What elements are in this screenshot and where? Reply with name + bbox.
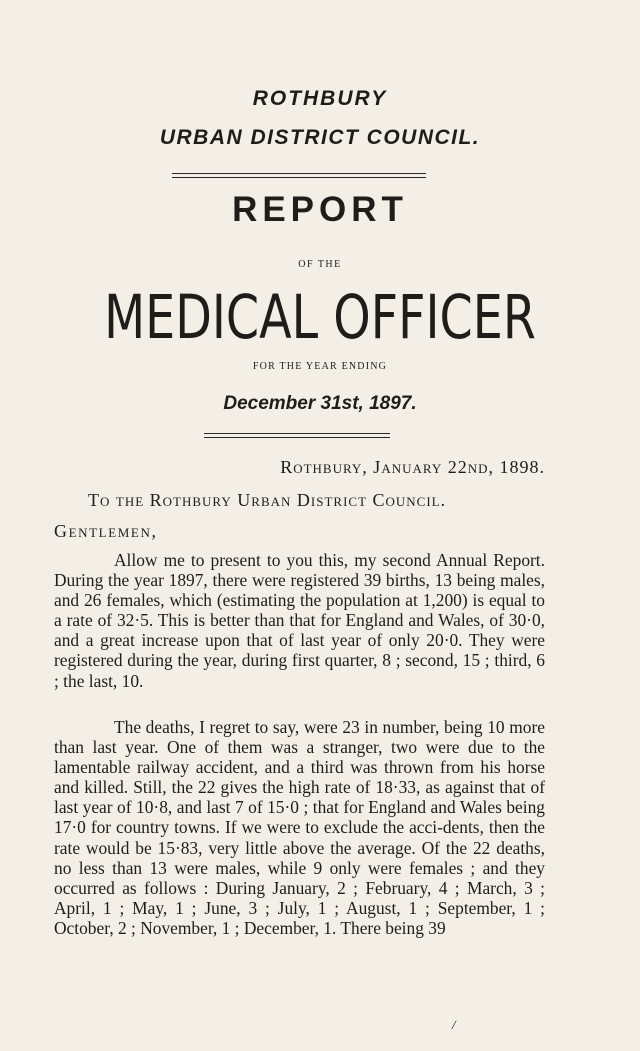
medical-officer-title: MEDICAL OFFICER	[104, 282, 536, 353]
paragraph-births: Allow me to present to you this, my second Annual Report. During the year 1897, there were registered 39 births, 13 being males, and 26 females, which (estimating the population at 1,200) is equal to a rate of 32·5. This is better than that for England and Wales, of 30·0, and a great increase upon that of last year of only 20·0. They were registered during the year, during first quarter, 8 ; second, 15 ; third, 6 ; the last, 10.	[54, 550, 545, 691]
date-rule-top	[204, 433, 390, 434]
header-rule-bottom	[172, 177, 426, 178]
letter-address: To the Rothbury Urban District Council.	[88, 490, 447, 510]
header-rule-top	[172, 173, 426, 174]
report-date: December 31st, 1897.	[223, 393, 417, 414]
report-title: REPORT	[232, 190, 408, 229]
year-ending-label: FOR THE YEAR ENDING	[252, 361, 388, 372]
letter-salutation: Gentlemen,	[54, 521, 158, 541]
date-rule-bottom	[204, 437, 390, 438]
paragraph-deaths: The deaths, I regret to say, were 23 in number, being 10 more than last year. One of them was a stranger, two were due to the lamentable railway accident, and a third was thrown from his horse and killed. Still, the 22 gives the high rate of 18·33, as against that of last year of 10·8, and last 7 of 15·0 ; that for England and Wales being 17·0 for country towns. If we were to exclude the acci-dents, then the rate would be 15·83, very little above the average. Of the 22 deaths, no less than 13 were males, while 9 only were females ; and they occurred as follows : During January, 2 ; February, 4 ; March, 3 ; April, 1 ; May, 1 ; June, 3 ; July, 1 ; August, 1 ; September, 1 ; October, 2 ; November, 1 ; December, 1. There being 39	[54, 717, 545, 938]
page-folio-mark: /	[452, 1017, 456, 1032]
council-town-title: ROTHBURY	[252, 87, 388, 110]
letter-dateline: Rothbury, January 22nd, 1898.	[280, 457, 545, 477]
council-name-title: URBAN DISTRICT COUNCIL.	[159, 126, 481, 149]
of-the-label: OF THE	[298, 259, 342, 270]
